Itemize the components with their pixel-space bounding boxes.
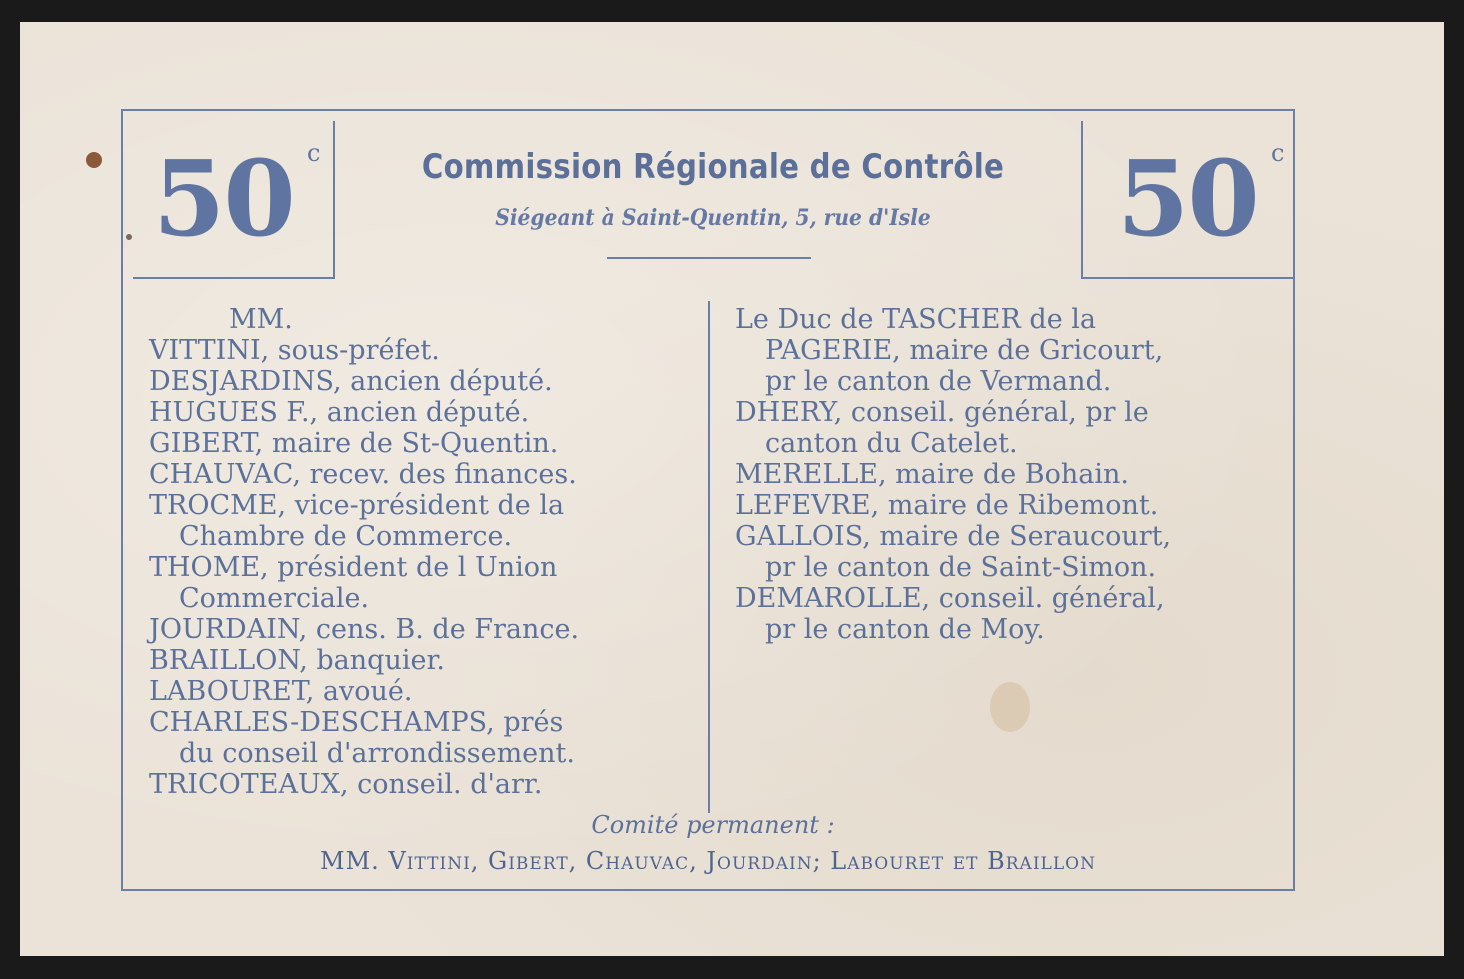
list-item: PAGERIE, maire de Gricourt, xyxy=(765,335,1164,366)
list-item: HUGUES F., ancien député. xyxy=(149,397,530,428)
member-list-right xyxy=(735,304,1275,645)
title-rule xyxy=(607,257,811,259)
banknote xyxy=(20,22,1444,956)
list-item: du conseil d'arrondissement. xyxy=(179,738,575,769)
column-divider xyxy=(708,301,710,813)
list-item: TROCME, vice-président de la xyxy=(149,490,565,521)
list-item: CHARLES-DESCHAMPS, prés xyxy=(149,707,564,738)
list-item: pr le canton de Saint-Simon. xyxy=(765,552,1157,583)
denomination-box-right xyxy=(1081,121,1295,279)
hole-mark xyxy=(86,152,102,168)
list-item: VITTINI, sous-préfet. xyxy=(149,335,440,366)
list-item: CHAUVAC, recev. des finances. xyxy=(149,459,577,490)
denomination-value-right: 50 xyxy=(1117,137,1258,260)
list-item: pr le canton de Vermand. xyxy=(765,366,1112,397)
list-item: Le Duc de TASCHER de la xyxy=(735,304,1097,335)
inner-frame xyxy=(121,109,1295,891)
list-item: Commerciale. xyxy=(179,583,370,614)
page-title: Commission Régionale de Contrôle xyxy=(421,147,1005,187)
list-item: DHERY, conseil. général, pr le xyxy=(735,397,1149,428)
list-item: Chambre de Commerce. xyxy=(179,521,513,552)
committee-label: Comité permanent : xyxy=(591,811,835,839)
member-list-left xyxy=(149,304,689,800)
list-item: JOURDAIN, cens. B. de France. xyxy=(149,614,580,645)
list-item: THOME, président de l Union xyxy=(149,552,558,583)
list-item: canton du Catelet. xyxy=(765,428,1018,459)
denomination-value-left: 50 xyxy=(153,137,294,260)
list-item: BRAILLON, banquier. xyxy=(149,645,445,676)
list-item: MERELLE, maire de Bohain. xyxy=(735,459,1129,490)
list-item: DESJARDINS, ancien député. xyxy=(149,366,553,397)
committee-members: MM. Vittini, Gibert, Chauvac, Jourdain; Labouret et Braillon xyxy=(320,847,1096,875)
list-item: pr le canton de Moy. xyxy=(765,614,1045,645)
list-item: LABOURET, avoué. xyxy=(149,676,413,707)
denomination-box-left xyxy=(133,121,335,279)
list-item: GALLOIS, maire de Seraucourt, xyxy=(735,521,1172,552)
list-item: TRICOTEAUX, conseil. d'arr. xyxy=(149,769,543,800)
list-item: GIBERT, maire de St-Quentin. xyxy=(149,428,559,459)
list-item: MM. xyxy=(229,304,293,335)
page-subtitle: Siégeant à Saint-Quentin, 5, rue d'Isle xyxy=(495,205,931,231)
denomination-unit-left: c xyxy=(307,139,321,167)
list-item: LEFEVRE, maire de Ribemont. xyxy=(735,490,1159,521)
list-item: DEMAROLLE, conseil. général, xyxy=(735,583,1165,614)
denomination-unit-right: c xyxy=(1271,139,1285,167)
